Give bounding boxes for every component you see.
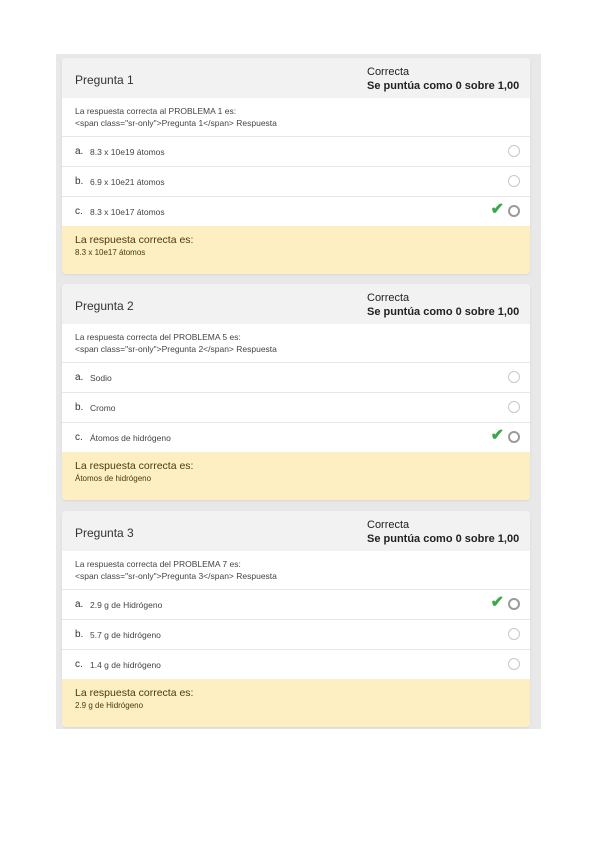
option-text: Cromo (90, 403, 116, 413)
option-text: 1.4 g de hidrógeno (90, 660, 161, 670)
question-title: Pregunta 1 (75, 73, 134, 87)
question-text (62, 324, 530, 362)
option-text: Sodio (90, 373, 112, 383)
status-label: Correcta (367, 66, 410, 78)
feedback-title: La respuesta correcta es: (75, 234, 194, 246)
radio-selected-icon[interactable] (508, 205, 520, 217)
grade-label: Se puntúa como 0 sobre 1,00 (367, 533, 520, 545)
grade-label: Se puntúa como 0 sobre 1,00 (367, 306, 520, 318)
answer-option-c[interactable] (62, 649, 530, 679)
question-text-line: <span class="sr-only">Pregunta 2</span> Respuesta (75, 344, 277, 354)
feedback-title: La respuesta correcta es: (75, 460, 194, 472)
option-letter: c. (75, 206, 83, 217)
feedback-padding (62, 719, 530, 727)
status-label: Correcta (367, 519, 410, 531)
answer-option-b[interactable] (62, 166, 530, 196)
question-text-line: La respuesta correcta al PROBLEMA 1 es: (75, 106, 237, 116)
status-label: Correcta (367, 292, 410, 304)
answer-option-a[interactable] (62, 136, 530, 166)
question-header (62, 58, 530, 98)
question-status (367, 65, 519, 93)
question-card-3 (62, 511, 530, 727)
feedback-padding (62, 492, 530, 500)
question-text-line: La respuesta correcta del PROBLEMA 5 es: (75, 332, 241, 342)
question-text-line: La respuesta correcta del PROBLEMA 7 es: (75, 559, 241, 569)
question-text-line: <span class="sr-only">Pregunta 3</span> Respuesta (75, 571, 277, 581)
radio-icon[interactable] (508, 175, 520, 187)
grade-label: Se puntúa como 0 sobre 1,00 (367, 80, 520, 92)
check-icon: ✔ (490, 427, 504, 444)
option-letter: c. (75, 659, 83, 670)
option-letter: b. (75, 176, 84, 187)
option-letter: a. (75, 146, 84, 157)
radio-selected-icon[interactable] (508, 598, 520, 610)
feedback-answer: 2.9 g de Hidrógeno (75, 701, 144, 710)
feedback-answer: 8.3 x 10e17 átomos (75, 248, 146, 257)
radio-icon[interactable] (508, 371, 520, 383)
option-text: 6.9 x 10e21 átomos (90, 177, 165, 187)
option-text: 8.3 x 10e17 átomos (90, 207, 165, 217)
radio-icon[interactable] (508, 145, 520, 157)
answer-option-b[interactable] (62, 392, 530, 422)
question-card-2 (62, 284, 530, 500)
correct-answer-feedback (62, 452, 530, 492)
answer-option-a[interactable] (62, 362, 530, 392)
answer-option-c[interactable] (62, 422, 530, 452)
question-card-1 (62, 58, 530, 274)
option-text: 8.3 x 10e19 átomos (90, 147, 165, 157)
option-letter: a. (75, 599, 84, 610)
option-text: 5.7 g de hidrógeno (90, 630, 161, 640)
question-text (62, 98, 530, 136)
check-icon: ✔ (490, 594, 504, 611)
answer-option-c[interactable] (62, 196, 530, 226)
question-status (367, 518, 519, 546)
answer-option-b[interactable] (62, 619, 530, 649)
answer-option-a[interactable] (62, 589, 530, 619)
option-letter: b. (75, 402, 84, 413)
question-title: Pregunta 2 (75, 299, 134, 313)
correct-answer-feedback (62, 226, 530, 266)
question-title: Pregunta 3 (75, 526, 134, 540)
option-letter: a. (75, 372, 84, 383)
radio-icon[interactable] (508, 401, 520, 413)
option-text: Átomos de hidrógeno (90, 433, 171, 443)
feedback-title: La respuesta correcta es: (75, 687, 194, 699)
radio-icon[interactable] (508, 658, 520, 670)
option-letter: c. (75, 432, 83, 443)
check-icon: ✔ (490, 201, 504, 218)
option-letter: b. (75, 629, 84, 640)
feedback-answer: Átomos de hidrógeno (75, 474, 152, 483)
question-header (62, 511, 530, 551)
question-header (62, 284, 530, 324)
question-text (62, 551, 530, 589)
correct-answer-feedback (62, 679, 530, 719)
feedback-padding (62, 266, 530, 274)
radio-selected-icon[interactable] (508, 431, 520, 443)
question-text-line: <span class="sr-only">Pregunta 1</span> Respuesta (75, 118, 277, 128)
option-text: 2.9 g de Hidrógeno (90, 600, 163, 610)
question-status (367, 291, 519, 319)
radio-icon[interactable] (508, 628, 520, 640)
